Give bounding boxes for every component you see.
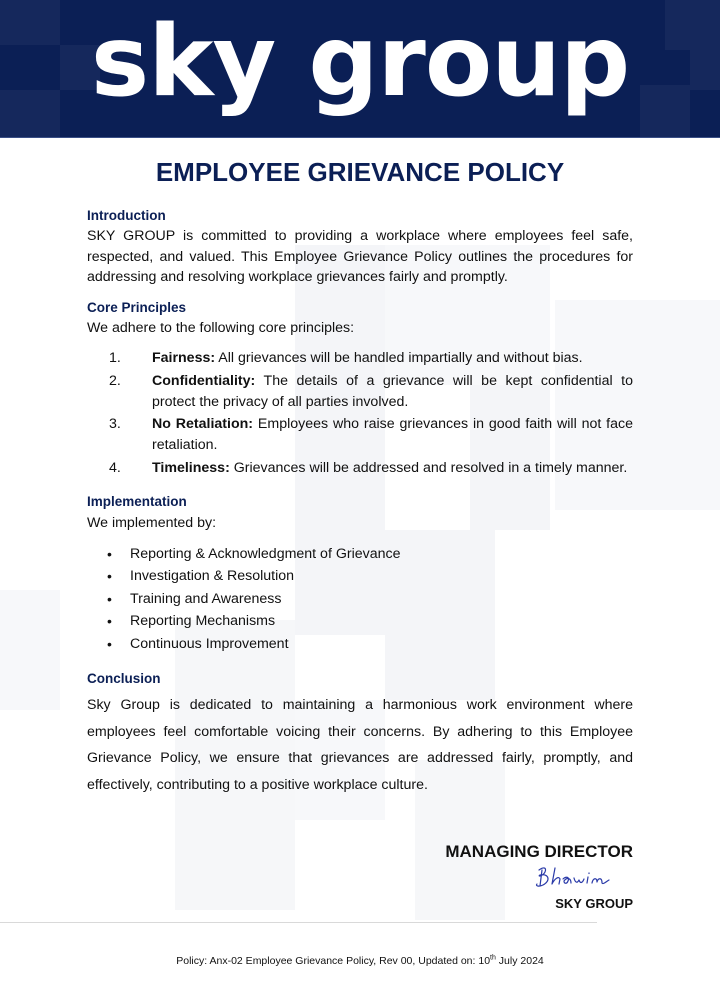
principle-text: All grievances will be handled impartially and without bias. — [215, 350, 583, 366]
bullet-icon: • — [107, 546, 112, 562]
implementation-intro: We implemented by: — [87, 515, 217, 531]
list-item — [87, 371, 633, 413]
bullet-icon: • — [107, 613, 112, 630]
section-heading-implementation: Implementation — [87, 494, 187, 509]
footer-text-date: July 2024 — [495, 955, 544, 967]
section-heading-introduction: Introduction — [87, 208, 166, 223]
page-title: EMPLOYEE GRIEVANCE POLICY — [155, 157, 565, 187]
principle-label: Confidentiality: — [152, 372, 256, 389]
signature-image — [533, 864, 631, 899]
bullet-icon: • — [107, 635, 112, 652]
core-principles-list — [87, 348, 633, 480]
list-item — [87, 414, 633, 456]
conclusion-body: Sky Group is dedicated to maintaining a harmonious work environment where employees feel comfortable voicing their concerns. By adhering to this Employee Grievance Policy, we ensure that grievances are addressed fairly, promptly, and effectively, contributing to a positive workplace culture. — [87, 697, 633, 793]
list-number: 2. — [109, 372, 121, 389]
section-heading-conclusion: Conclusion — [87, 671, 161, 686]
list-item-text: Reporting Mechanisms — [130, 613, 276, 630]
watermark-shape — [0, 590, 60, 710]
list-item-text: Investigation & Resolution — [130, 568, 295, 585]
list-item — [87, 458, 633, 479]
list-number: 4. — [109, 459, 121, 476]
principle-label: No Retaliation: — [152, 416, 254, 432]
principle-label: Timeliness: — [152, 459, 230, 476]
bullet-icon: • — [107, 568, 112, 585]
list-item — [87, 633, 633, 655]
principle-text: Grievances will be addressed and resolved in a timely manner. — [229, 459, 628, 476]
header-banner — [0, 0, 720, 138]
principle-text: Employees who raise grievances in good faith will not face retaliation. — [152, 416, 633, 453]
principle-label: Fairness: — [152, 350, 216, 366]
signatory-title: MANAGING DIRECTOR — [445, 842, 633, 861]
core-principles-intro: We adhere to the following core principles: — [87, 320, 355, 336]
list-item — [87, 543, 633, 565]
list-item-text: Training and Awareness — [130, 590, 282, 607]
principle-text: The details of a grievance will be kept confidential to protect the privacy of all parties involved. — [152, 372, 633, 410]
list-item — [87, 610, 633, 632]
list-number: 1. — [109, 350, 121, 366]
footer-divider — [0, 922, 597, 923]
footer-policy-reference — [0, 955, 720, 967]
sky-group-logo: sky group — [90, 5, 630, 119]
list-item-text: Continuous Improvement — [130, 635, 289, 652]
list-item — [87, 588, 633, 610]
footer-text: Policy: Anx-02 Employee Grievance Policy, Rev 00, Updated on: 10 — [176, 955, 491, 967]
introduction-body: SKY GROUP is committed to providing a workplace where employees feel safe, respected, and valued. This Employee Grievance Policy outlines the procedures for addressing and resolving workplace grievances fairly and promptly. — [87, 228, 633, 285]
list-number: 3. — [109, 416, 121, 432]
section-heading-core-principles: Core Principles — [87, 300, 187, 315]
bullet-icon: • — [107, 590, 112, 607]
implementation-list — [87, 543, 633, 655]
footer-ordinal-suffix: th — [490, 954, 496, 962]
signature-icon — [533, 864, 631, 894]
signatory-company: SKY GROUP — [555, 896, 633, 911]
list-item-text: Reporting & Acknowledgment of Grievance — [130, 546, 401, 562]
list-item — [87, 348, 633, 369]
list-item — [87, 565, 633, 587]
